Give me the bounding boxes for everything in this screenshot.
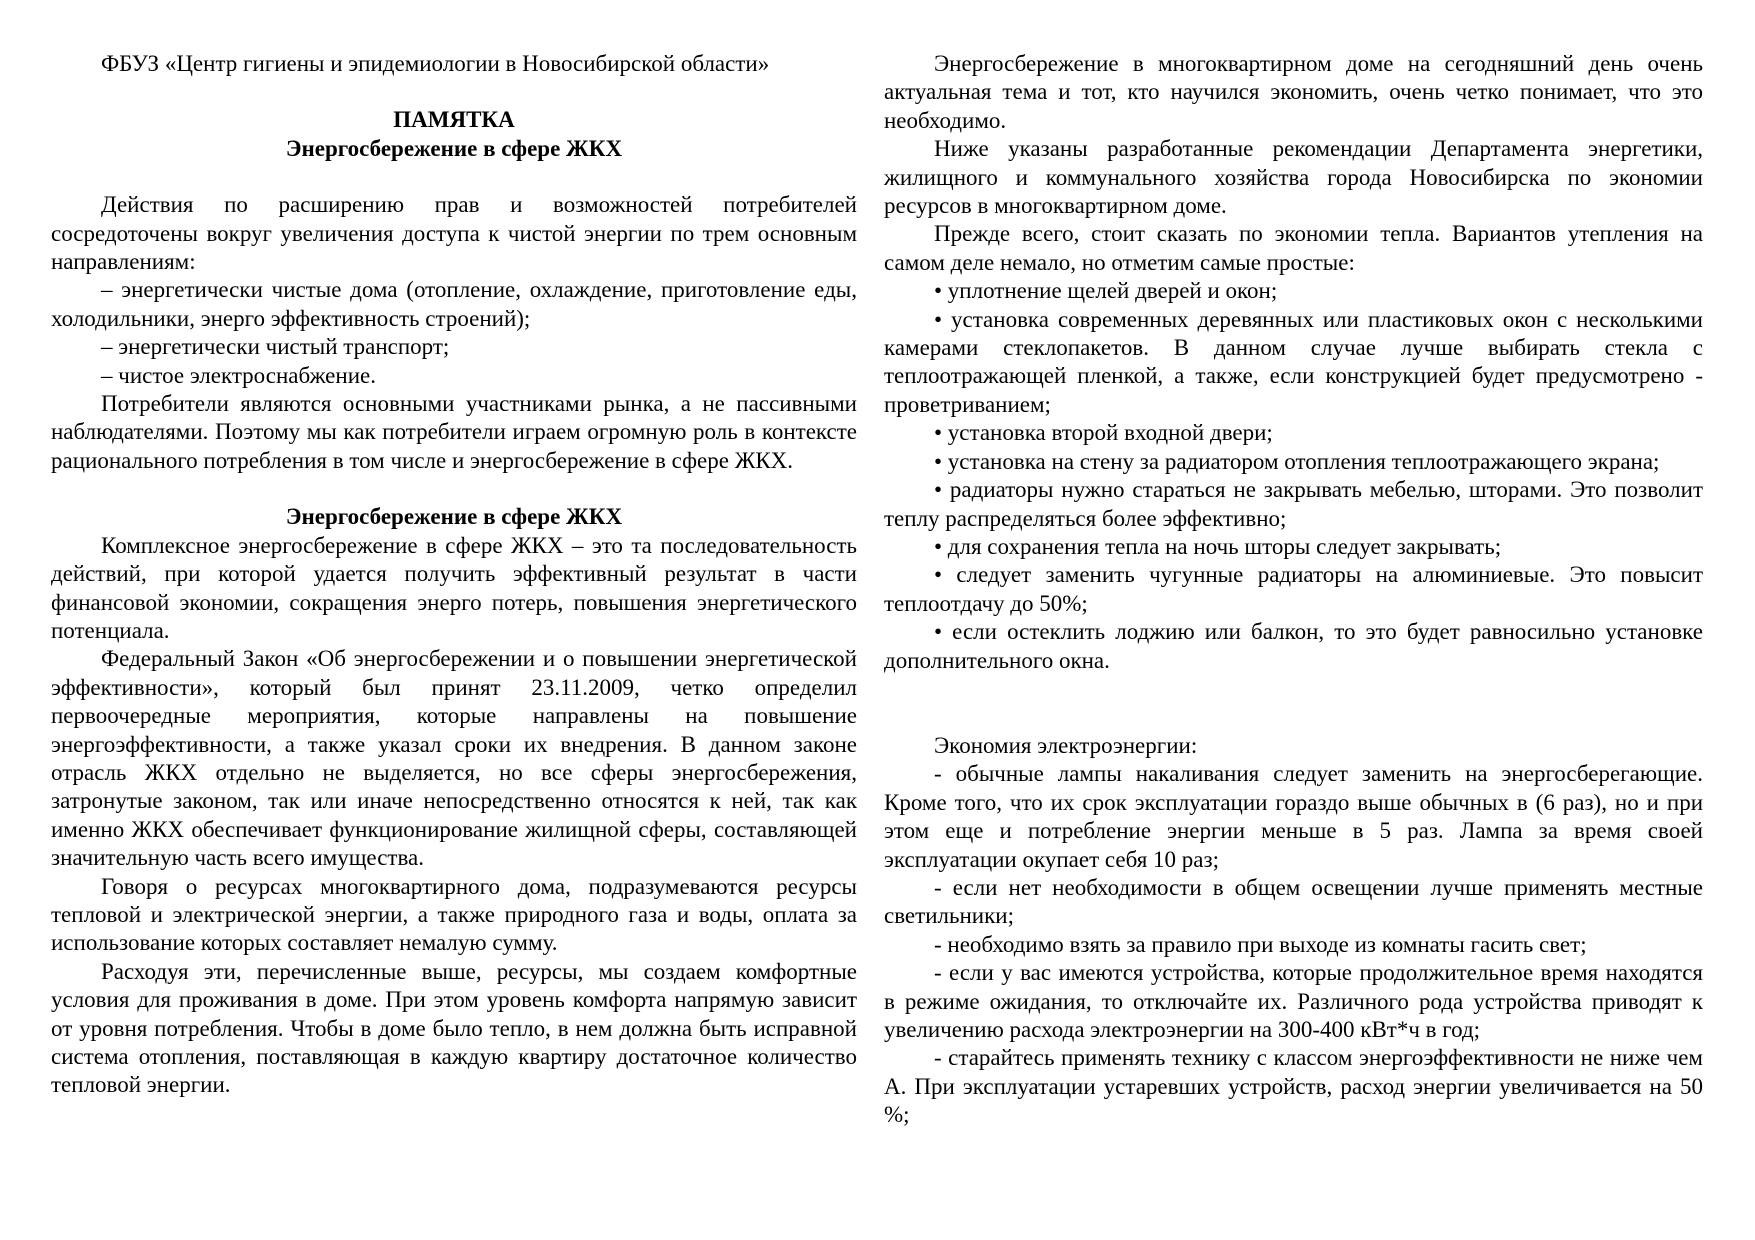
bullet-item: • установка на стену за радиатором отопления теплоотражающего экрана; bbox=[934, 448, 1660, 474]
resources-paragraph: Говоря о ресурсах многоквартирного дома, подразумеваются ресурсы тепловой и электрической энергии, а также природного газа и воды, оплата за использование которых составляет немалую сумму. bbox=[51, 873, 857, 956]
dash-item: - обычные лампы накаливания следует заменить на энергосберегающие. Кроме того, что их срок эксплуатации гораздо выше обычных в (6 раз), но и при этом еще и потребление энергии меньше в 5 раз. Лампа за время своей эксплуатации окупает себя 10 раз; bbox=[884, 761, 1703, 872]
federal-law-paragraph: Федеральный Закон «Об энергосбережении и о повышении энергетической эффективности», который был принят 23.11.2009, четко определил первоочередные мероприятия, которые направлены на повышение энергоэффективности, а также указал сроки их внедрения. В данном законе отрасль ЖКХ отдельно не выделяется, но все сферы энергосбережения, затронутые законом, так или иначе непосредственно относятся к ней, так как именно ЖКХ обеспечивает функционирование жилищной сферы, составляющей значительную часть всего имущества. bbox=[51, 646, 857, 871]
org-name: ФБУЗ «Центр гигиены и эпидемиологии в Новосибирской области» bbox=[101, 51, 770, 76]
recommendations-paragraph: Ниже указаны разработанные рекомендации Департамента энергетики, жилищного и коммунального хозяйства города Новосибирска по экономии ресурсов в многоквартирном доме. bbox=[884, 136, 1703, 219]
bullet-item: • если остеклить лоджию или балкон, то это будет равносильно установке дополнительного окна. bbox=[884, 619, 1703, 673]
complex-saving-paragraph: Комплексное энергосбережение в сфере ЖКХ – это та последовательность действий, при которой удается получить эффективный результат в части финансовой экономии, сокращения энерго потерь, повышения энергетического потенциала. bbox=[51, 532, 857, 643]
dash-item: - если у вас имеются устройства, которые продолжительное время находятся в режиме ожидания, то отключайте их. Различного рода устройства приводят к увеличению расхода электроэнергии на 300-400 кВт*ч в год; bbox=[884, 960, 1703, 1042]
relevance-paragraph: Энергосбережение в многоквартирном доме на сегодняшний день очень актуальная тема и тот, кто научился экономить, очень четко понимает, что это необходимо. bbox=[884, 51, 1703, 133]
dash-item: - если нет необходимости в общем освещении лучше применять местные светильники; bbox=[884, 874, 1703, 929]
intro-paragraph: Действия по расширению прав и возможностей потребителей сосредоточены вокруг увеличения доступа к чистой энергии по трем основным направлениям: bbox=[51, 192, 857, 275]
section-heading: Энергосбережение в сфере ЖКХ bbox=[285, 504, 623, 530]
memo-subtitle: Энергосбережение в сфере ЖКХ bbox=[285, 135, 623, 161]
left-column bbox=[51, 50, 857, 1220]
bullet-item: • уплотнение щелей дверей и окон; bbox=[934, 278, 1278, 304]
blank-line bbox=[884, 675, 1703, 732]
blank-line bbox=[51, 78, 857, 106]
memo-title: ПАМЯТКА bbox=[393, 107, 515, 133]
bullet-item: • установка современных деревянных или пластиковых окон с несколькими камерами стеклопакетов. В данном случае лучше выбирать стекла с теплоотражающей пленкой, а также, если конструкцией будет предусмотрено - проветриванием; bbox=[884, 306, 1703, 417]
comfort-paragraph: Расходуя эти, перечисленные выше, ресурсы, мы создаем комфортные условия для проживания в доме. При этом уровень комфорта напрямую зависит от уровня потребления. Чтобы в доме было тепло, в нем должна быть исправной система отопления, поставляющая в каждую квартиру достаточное количество тепловой энергии. bbox=[51, 958, 857, 1098]
heat-saving-intro-paragraph: Прежде всего, стоит сказать по экономии тепла. Вариантов утепления на самом деле немало, но отметим самые простые: bbox=[884, 221, 1703, 275]
electricity-heading: Экономия электроэнергии: bbox=[934, 732, 1198, 758]
dash-list-item: – энергетически чистый транспорт; bbox=[101, 334, 450, 360]
bullet-item: • установка второй входной двери; bbox=[934, 420, 1273, 446]
consumers-paragraph: Потребители являются основными участниками рынка, а не пассивными наблюдателями. Поэтому мы как потребители играем огромную роль в контексте рационального потребления в том числе и энергосбережение в сфере ЖКХ. bbox=[51, 391, 857, 473]
dash-list-item: – чистое электроснабжение. bbox=[101, 362, 376, 388]
dash-list-item: – энергетически чистые дома (отопление, охлаждение, приготовление еды, холодильники, энерго эффективность строений); bbox=[51, 277, 857, 331]
dash-item: - необходимо взять за правило при выходе из комнаты гасить свет; bbox=[934, 931, 1587, 957]
bullet-item: • радиаторы нужно стараться не закрывать мебелью, шторами. Это позволит теплу распределяться более эффективно; bbox=[884, 477, 1703, 531]
bullet-item: • для сохранения тепла на ночь шторы следует закрывать; bbox=[934, 533, 1502, 559]
bullet-item: • следует заменить чугунные радиаторы на алюминиевые. Это повысит теплоотдачу до 50%; bbox=[884, 562, 1703, 616]
right-column bbox=[884, 50, 1703, 1220]
dash-item: - старайтесь применять технику с классом энергоэффективности не ниже чем А. При эксплуатации устаревших устройств, расход энергии увеличивается на 50 %; bbox=[884, 1045, 1703, 1128]
blank-line bbox=[51, 163, 857, 191]
blank-line bbox=[51, 475, 857, 503]
